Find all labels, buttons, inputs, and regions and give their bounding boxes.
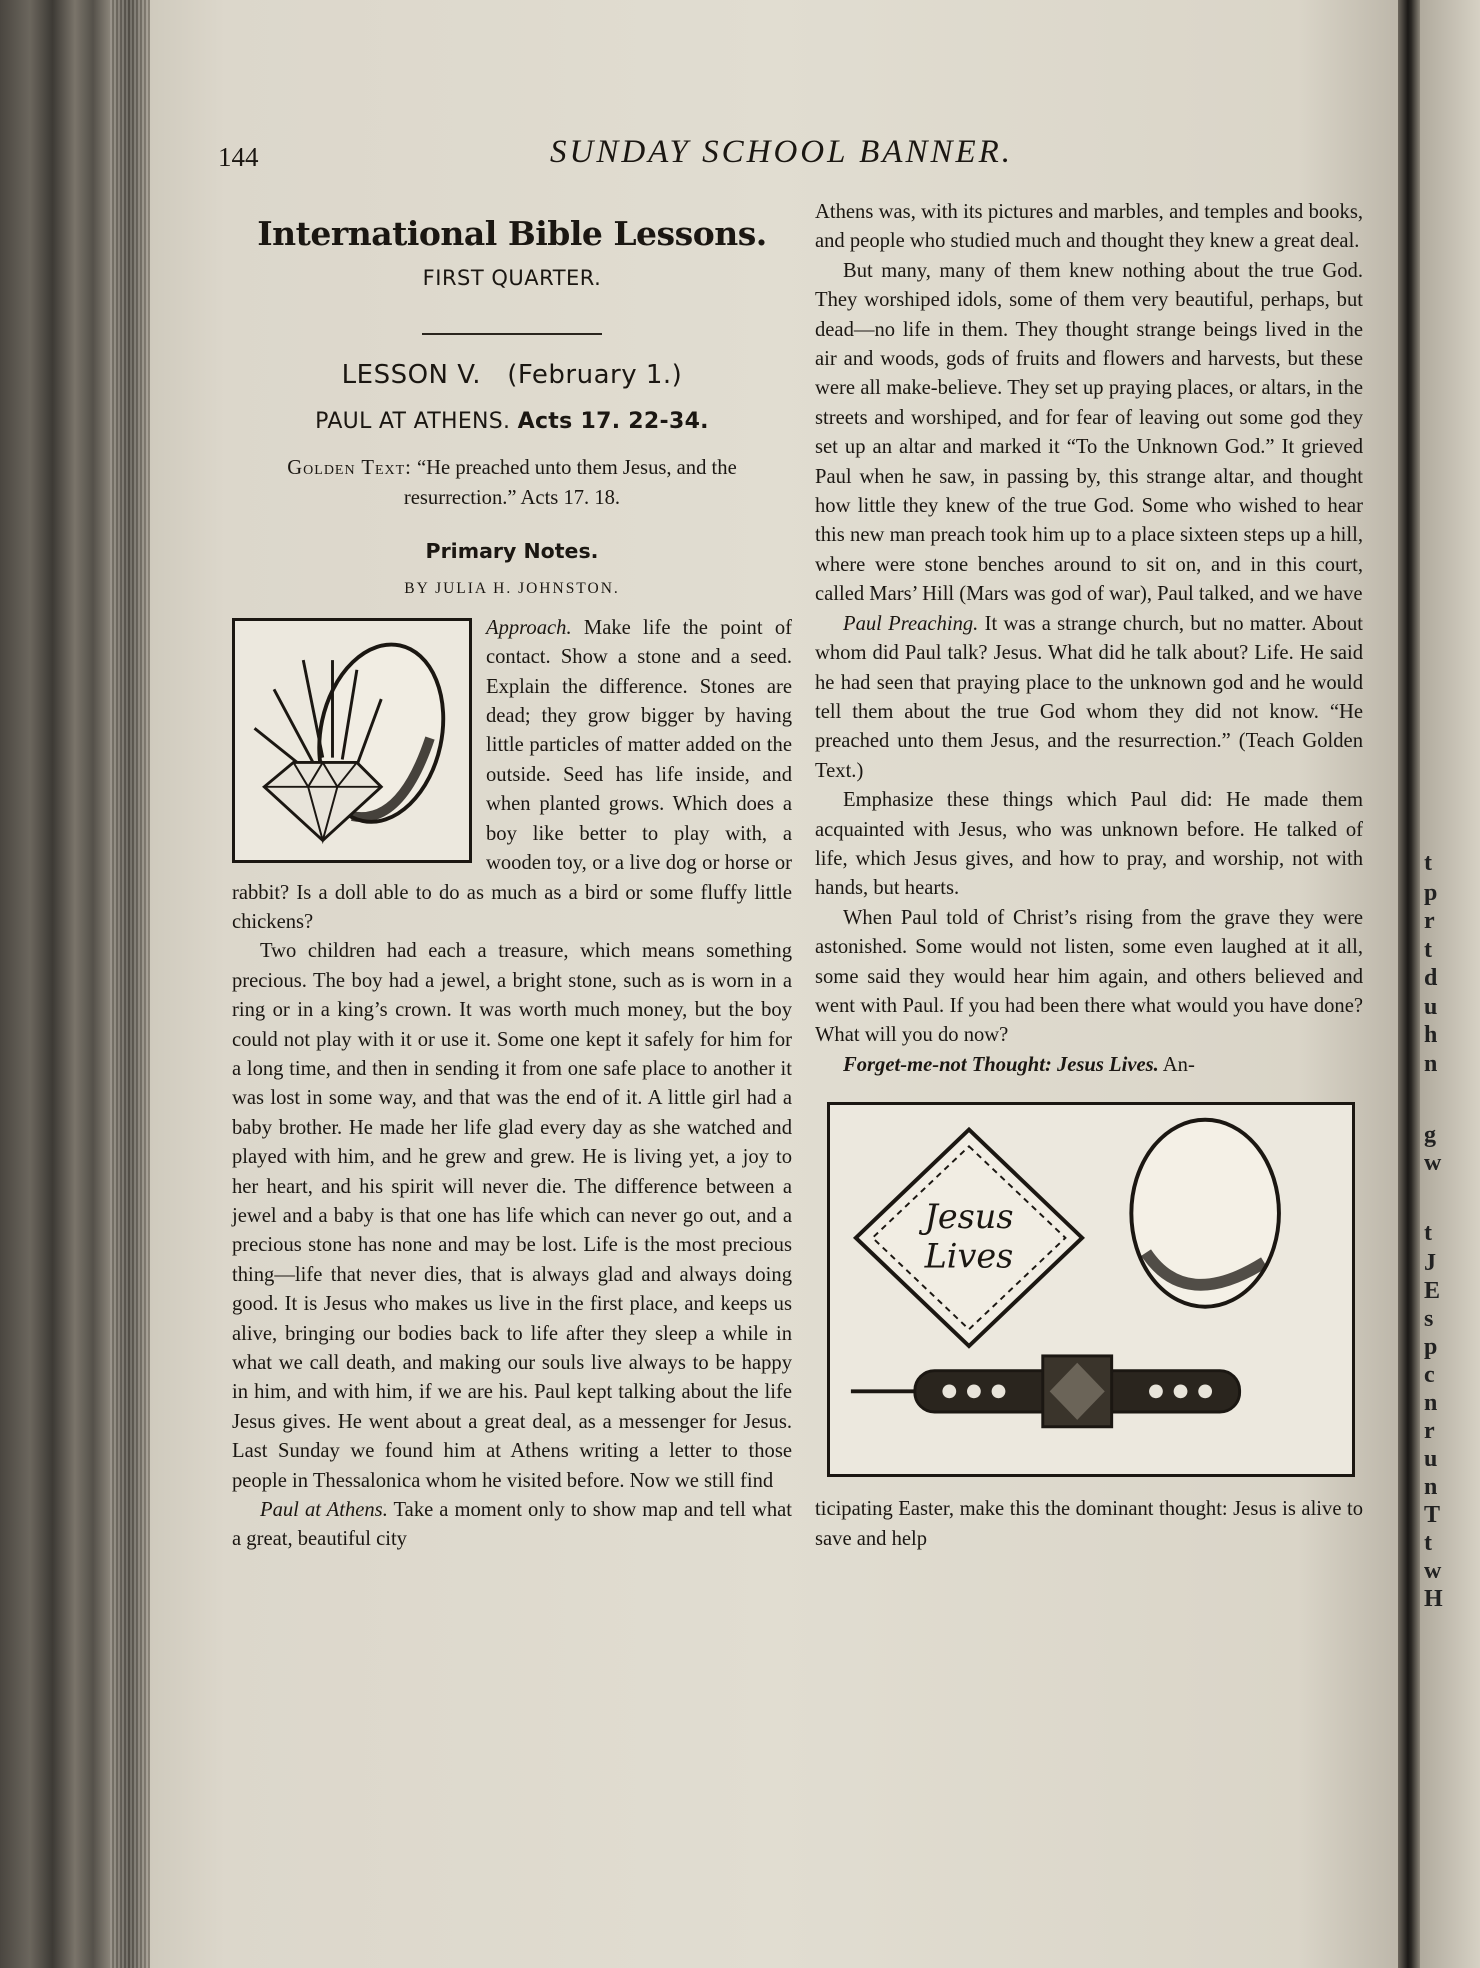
facing-page-letter: T <box>1424 1502 1441 1528</box>
preaching-label: Paul Preaching. <box>843 612 979 635</box>
facing-page-letter: h <box>1424 1022 1438 1048</box>
facing-page-letter: E <box>1424 1278 1441 1304</box>
rising-paragraph: When Paul told of Christ’s rising from the grave they were astonished. Some would not listen, some even laughed at it all, some said they would hear him again, and others believed and went with Paul. If you had been there what would you have done? What will you do now? <box>815 906 1363 1047</box>
preaching-paragraph <box>815 610 1363 786</box>
lesson-title <box>232 407 792 436</box>
idols-paragraph: But many, many of them knew nothing about the true God. They worshiped idols, some of them very beautiful, perhaps, but dead—no life in them. They thought strange beings lived in the air and woods, gods of fruits and flowers and harvests, but these were all make-believe. They set up praying places, or altars, in the streets and worshiped, and for fear of leaving out some god they set up an altar and marked it “To the Unknown God.” It grieved Paul when he saw, in passing by, this strange altar, and thought how little they knew of the true God. Some who wished to hear this new man preach took him up to a place sixteen steps up a hill, where were stone benches around to sit on, and in this court, called Mars’ Hill (Mars was god of war), Paul talked, and we have <box>815 259 1363 606</box>
facing-page-letter: t <box>1424 850 1432 876</box>
lesson-scripture-ref: Acts 17. 22-34. <box>517 408 709 434</box>
heading-rule <box>422 333 602 335</box>
forget-me-not-continuation: An- <box>1162 1053 1195 1076</box>
jesus-lives-illustration <box>827 1102 1355 1477</box>
facing-page-letter: r <box>1424 1418 1435 1444</box>
golden-text <box>232 454 792 513</box>
stone-and-seed-illustration <box>232 618 472 863</box>
athens-text: Take a moment only to show map and tell what a great, beautiful city <box>232 1499 792 1551</box>
facing-page-letter: p <box>1424 1334 1438 1360</box>
page-number: 144 <box>218 142 259 172</box>
facing-page-letter: n <box>1424 1474 1438 1500</box>
athens-label: Paul at Athens. <box>260 1499 388 1522</box>
primary-notes-heading: Primary Notes. <box>425 539 599 564</box>
facing-page-letter: H <box>1424 1586 1443 1612</box>
treasure-paragraph: Two children had each a treasure, which means something precious. The boy had a jewel, a bright stone, such as is worn in a ring or in a king’s crown. It was worth much money, but the boy could not play with it or use it. Some one kept it safely for him for a long time, and then in sending it from one safe place to another it was lost in some way, and that was the end of it. A little girl had a baby brother. He made her life glad every day as she watched and played with him, and he grew and grew. He is living yet, a joy to her heart, and his spirit will never die. The difference between a jewel and a baby is that one has life which can never go out, and a precious stone has none and may be lost. Life is the most precious thing—life that never dies, that is always glad and always doing good. It is Jesus who makes us live in the first place, and keeps us alive, bringing our bodies back to life after they sleep a while in what we call death, and making our souls live always to be happy in him, and with him, if we are his. Paul kept talking about the life Jesus gives. He went about a great deal, as a messenger for Jesus. Last Sunday we found him at Athens writing a letter to those people in Thessalonica whom he visited before. Now we still find <box>232 940 792 1492</box>
facing-page-letter: d <box>1424 965 1438 991</box>
facing-page-letter: p <box>1424 880 1438 906</box>
facing-page-letter: s <box>1424 1306 1434 1332</box>
svg-text:Lives: Lives <box>924 1236 1014 1276</box>
closing-paragraph: ticipating Easter, make this the dominant thought: Jesus is alive to save and help <box>815 1498 1363 1550</box>
facing-page-letter: r <box>1424 908 1435 934</box>
facing-page-letter: u <box>1424 994 1438 1020</box>
golden-text-label: Golden Text: <box>287 457 412 480</box>
svg-text:Jesus: Jesus <box>924 1197 1014 1237</box>
lesson-title-text: PAUL AT ATHENS. <box>315 408 511 434</box>
facing-page-letter: u <box>1424 1446 1438 1472</box>
facing-page-letter: t <box>1424 937 1432 963</box>
approach-label: Approach. <box>486 616 572 639</box>
gem-and-seed-icon <box>235 621 469 860</box>
athens-continued-paragraph: Athens was, with its pictures and marbles, and temples and books, and people who studied much and thought they knew a great deal. <box>815 201 1363 253</box>
facing-page-letter: w <box>1424 1558 1442 1584</box>
preaching-text: It was a strange church, but no matter. About whom did Paul talk? Jesus. What did he talk about? Life. He said he had seen that praying place to the unknown god and he would tell them about the true God whom they did not know. “He preached unto them Jesus, and the resurrection.” (Teach Golden Text.) <box>815 612 1363 782</box>
page-gutter <box>1398 0 1420 1968</box>
approach-text: Make life the point of contact. Show a stone and a seed. Explain the difference. Stones are dead; they grow bigger by having little particles of matter added on the outside. Seed has life inside, and when planted grows. Which does a boy like better to play with, a wooden toy, or a live dog or horse or rabbit? Is a doll able to do as much as a bird or some fluffy little chickens? <box>232 616 792 933</box>
lesson-heading <box>232 361 792 390</box>
book-binding-edge <box>0 0 150 1968</box>
jesus-lives-emblem-icon <box>830 1105 1352 1474</box>
forget-me-not-thought: Forget-me-not Thought: Jesus Lives. <box>843 1053 1159 1076</box>
facing-page-letter: w <box>1424 1150 1442 1176</box>
facing-page-letter: J <box>1424 1250 1436 1276</box>
forget-me-not-paragraph <box>815 1051 1363 1080</box>
facing-page-letter: t <box>1424 1530 1432 1556</box>
facing-page-letter: g <box>1424 1122 1436 1148</box>
byline: BY JULIA H. JOHNSTON. <box>404 580 620 598</box>
lesson-number: LESSON V. (February 1.) <box>341 360 683 391</box>
emphasize-paragraph: Emphasize these things which Paul did: He made them acquainted with Jesus, who was unknown before. He talked of life, which Jesus gives, and how to pray, and worship, not with hands, but hearts. <box>815 789 1363 900</box>
running-head <box>210 132 1070 172</box>
athens-paragraph <box>232 1496 792 1555</box>
facing-page-edge <box>1420 0 1480 1968</box>
facing-page-letter: t <box>1424 1220 1432 1246</box>
quarter-heading: FIRST QUARTER. <box>422 266 602 290</box>
facing-page-letter: c <box>1424 1362 1435 1388</box>
running-title: SUNDAY SCHOOL BANNER. <box>550 134 1014 170</box>
facing-page-letter: n <box>1424 1390 1438 1416</box>
left-column <box>232 212 792 1555</box>
section-title: International Bible Lessons. <box>257 214 767 253</box>
golden-text-quote: “He preached unto them Jesus, and the resurrection.” Acts 17. 18. <box>403 457 737 509</box>
right-column <box>815 198 1363 1554</box>
facing-page-letter: n <box>1424 1051 1438 1077</box>
